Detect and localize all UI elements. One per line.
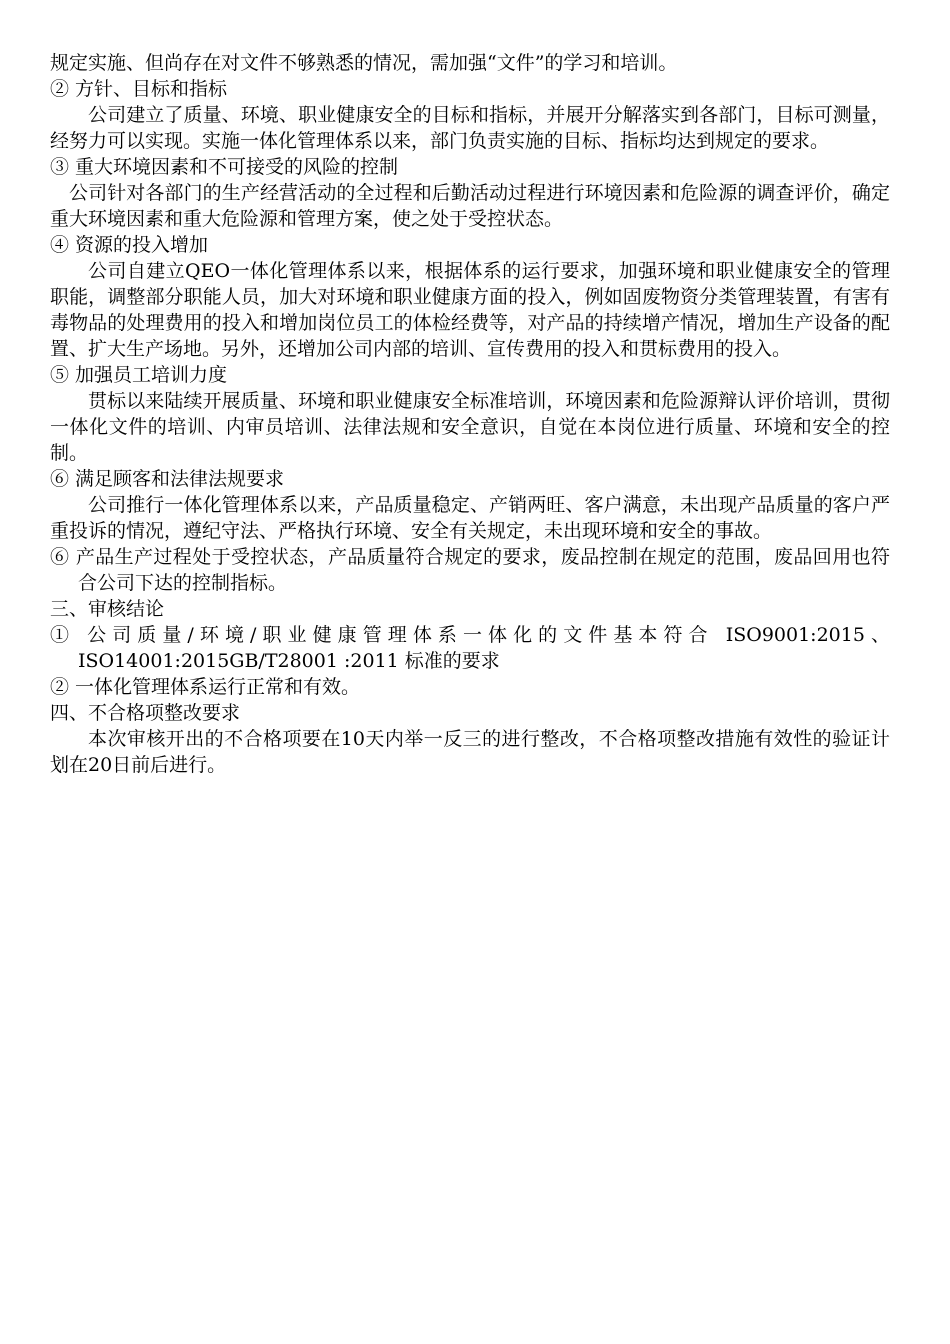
section-heading-customer-legal: ⑥ 满足顾客和法律法规要求 (50, 468, 285, 490)
section-heading-risk-control: ③ 重大环境因素和不可接受的风险的控制 (50, 156, 399, 178)
paragraph-nonconformity: 本次审核开出的不合格项要在10天内举一反三的进行整改，不合格项整改措施有效性的验证计划在20日前后进行。 (50, 728, 890, 776)
paragraph-production-control: ⑥ 产品生产过程处于受控状态，产品质量符合规定的要求，废品控制在规定的范围，废品回用也符合公司下达的控制指标。 (50, 546, 890, 594)
section-heading-training: ⑤ 加强员工培训力度 (50, 364, 228, 386)
paragraph-conclusion-1: ① 公司质量/环境/职业健康管理体系一体化的文件基本符合 ISO9001:2015、ISO14001:2015GB/T28001 :2011 标准的要求 (50, 624, 890, 672)
paragraph-continuation: 规定实施、但尚存在对文件不够熟悉的情况，需加强“文件”的学习和培训。 (50, 52, 678, 74)
paragraph-resources: 公司自建立QEO一体化管理体系以来，根据体系的运行要求，加强环境和职业健康安全的管理职能，调整部分职能人员，加大对环境和职业健康方面的投入，例如固废物资分类管理装置，有害有毒物品的处理费用的投入和增加岗位员工的体检经费等，对产品的持续增产情况，增加生产设备的配置、扩大生产场地。另外，还增加公司内部的培训、宣传费用的投入和贯标费用的投入。 (50, 260, 890, 360)
paragraph-objectives: 公司建立了质量、环境、职业健康安全的目标和指标，并展开分解落实到各部门，目标可测量，经努力可以实现。实施一体化管理体系以来，部门负责实施的目标、指标均达到规定的要求。 (50, 104, 890, 152)
paragraph-risk-control: 公司针对各部门的生产经营活动的全过程和后勤活动过程进行环境因素和危险源的调查评价，确定重大环境因素和重大危险源和管理方案，使之处于受控状态。 (50, 182, 890, 230)
section-heading-resources: ④ 资源的投入增加 (50, 234, 209, 256)
paragraph-conclusion-2: ② 一体化管理体系运行正常和有效。 (50, 676, 361, 698)
section-heading-nonconformity: 四、不合格项整改要求 (50, 702, 241, 724)
section-heading-policy-objectives: ② 方针、目标和指标 (50, 78, 228, 100)
document-page (50, 50, 890, 778)
section-heading-audit-conclusion: 三、审核结论 (50, 598, 165, 620)
paragraph-customer-legal: 公司推行一体化管理体系以来，产品质量稳定、产销两旺、客户满意，未出现产品质量的客户严重投诉的情况，遵纪守法、严格执行环境、安全有关规定，未出现环境和安全的事故。 (50, 494, 890, 542)
paragraph-training: 贯标以来陆续开展质量、环境和职业健康安全标准培训，环境因素和危险源辩认评价培训，贯彻一体化文件的培训、内审员培训、法律法规和安全意识，自觉在本岗位进行质量、环境和安全的控制。 (50, 390, 890, 464)
